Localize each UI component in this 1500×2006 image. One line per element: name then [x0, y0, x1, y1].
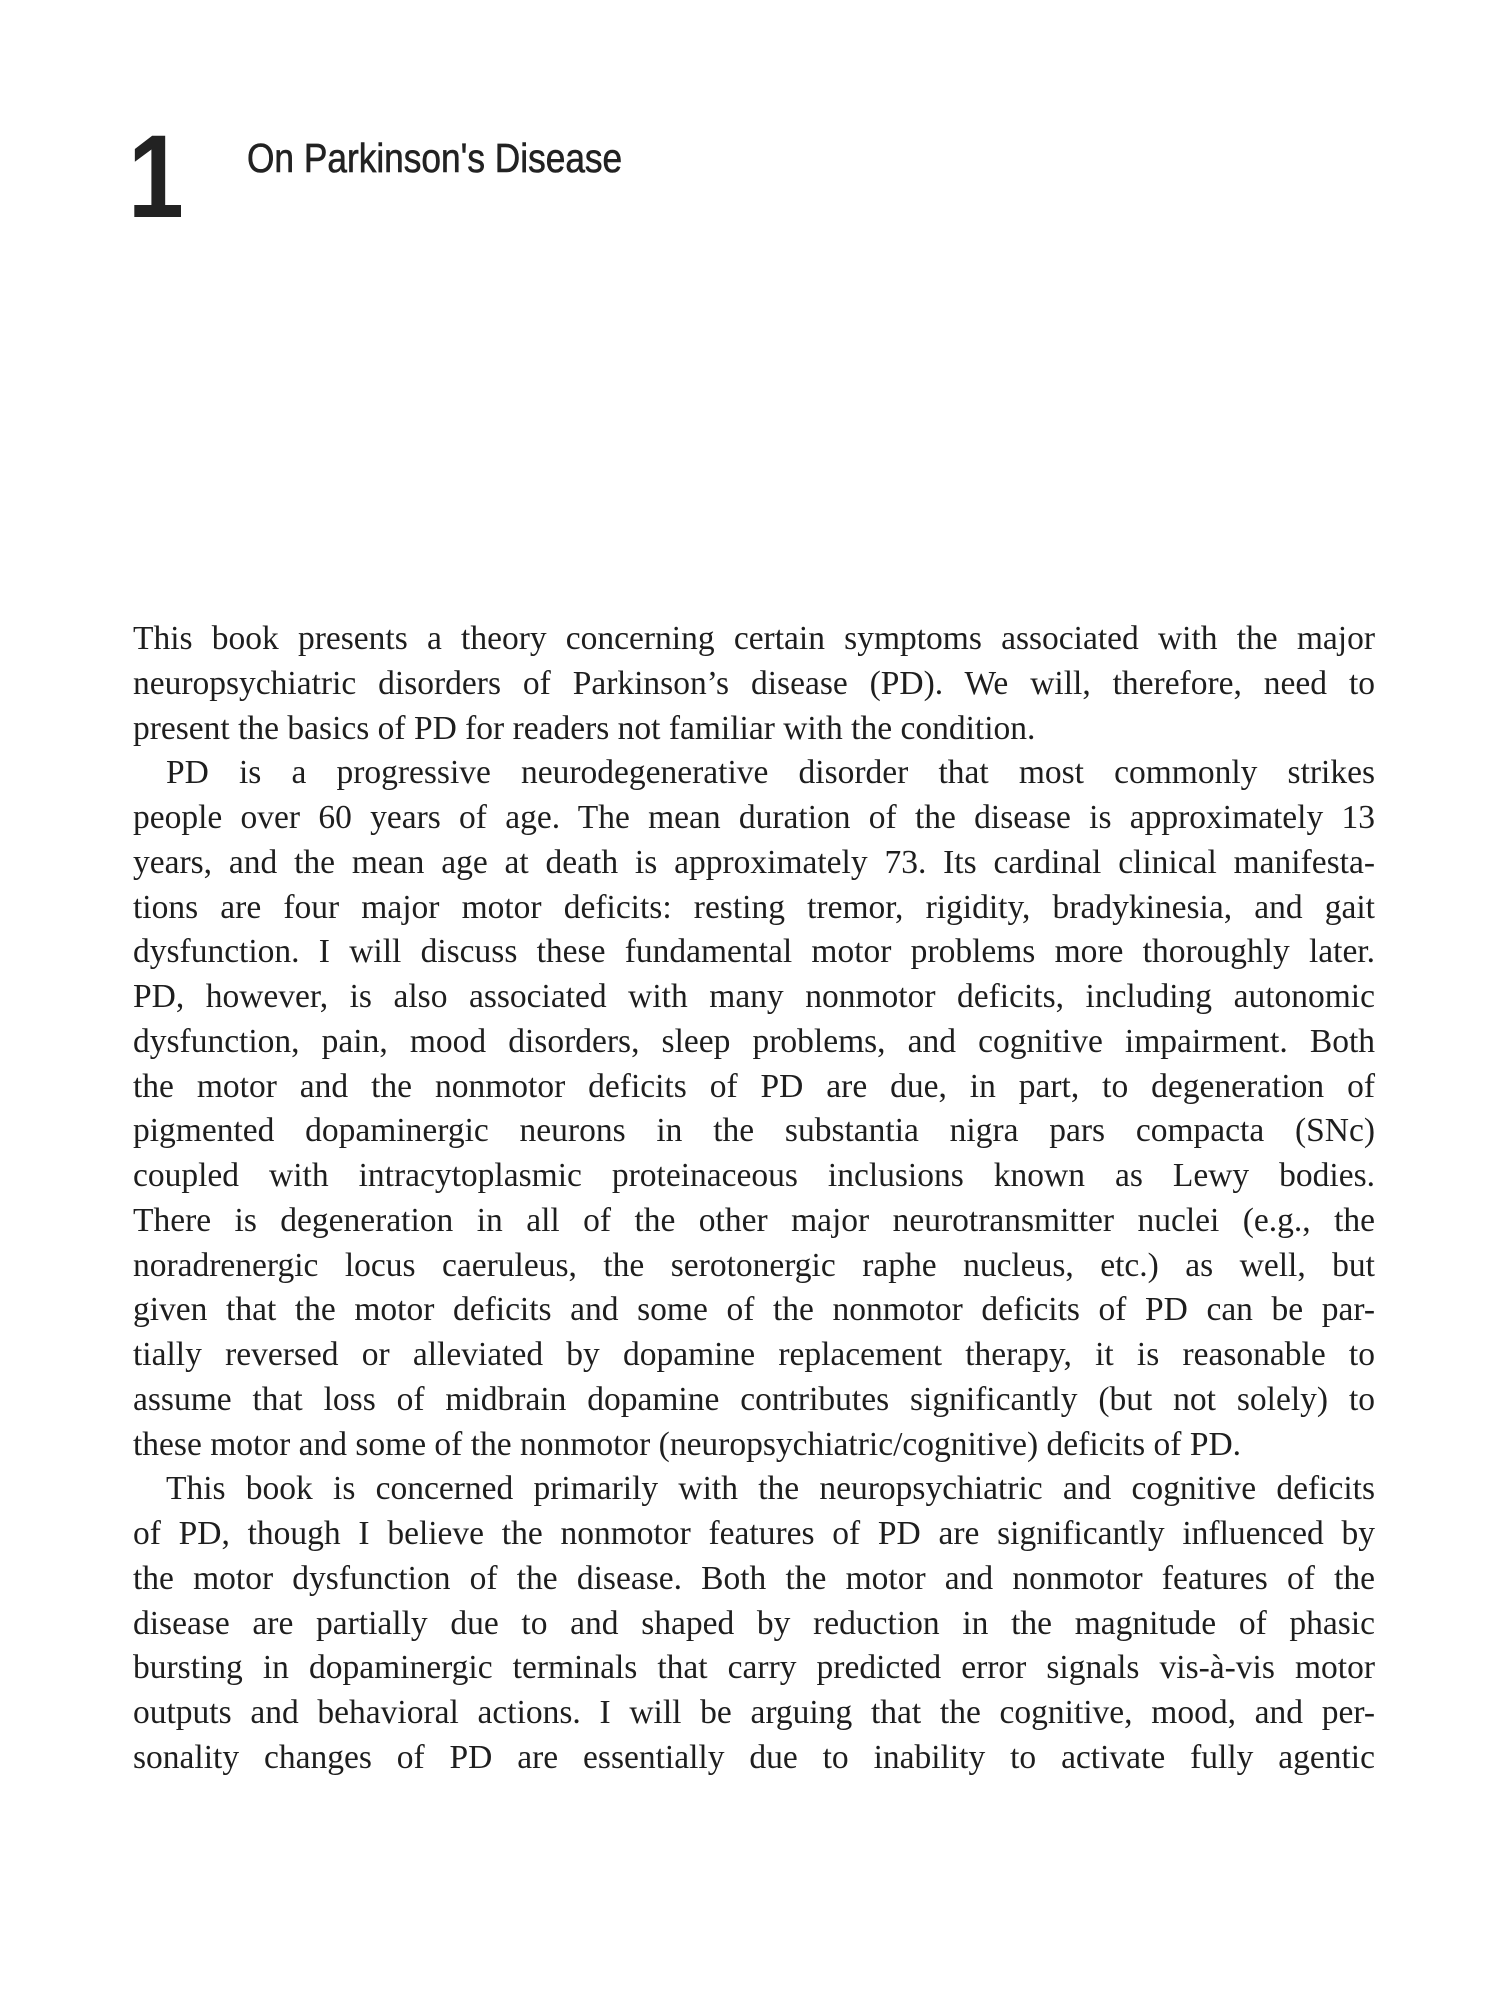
text-line: This book presents a theory concerning certain symptoms associated with the major: [133, 620, 1375, 657]
text-line: dysfunction, pain, mood disorders, sleep problems, and cognitive impairment. Both: [133, 1022, 1375, 1060]
chapter-number: 1: [128, 111, 184, 243]
text-line: assume that loss of midbrain dopamine contributes significantly (but not solely) to: [133, 1380, 1375, 1418]
text-line: dysfunction. I will discuss these fundamental motor problems more thoroughly later.: [133, 933, 1375, 971]
paragraph: [133, 751, 1375, 1467]
text-line: coupled with intracytoplasmic proteinaceous inclusions known as Lewy bodies.: [133, 1157, 1375, 1194]
text-line: tions are four major motor deficits: resting tremor, rigidity, bradykinesia, and gait: [133, 888, 1375, 926]
text-line: bursting in dopaminergic terminals that carry predicted error signals vis-à-vis motor: [133, 1649, 1375, 1687]
text-line: of PD, though I believe the nonmotor features of PD are significantly influenced by: [133, 1515, 1375, 1552]
paragraph: [133, 1467, 1375, 1780]
body-text: [133, 617, 1375, 1781]
text-line: sonality changes of PD are essentially due to inability to activate fully agentic: [133, 1738, 1375, 1776]
text-line: This book is concerned primarily with the neuropsychiatric and cognitive deficits: [166, 1470, 1375, 1508]
text-line: pigmented dopaminergic neurons in the substantia nigra pars compacta (SNc): [133, 1112, 1375, 1150]
text-line: noradrenergic locus caeruleus, the serotonergic raphe nucleus, etc.) as well, but: [133, 1246, 1375, 1284]
text-line: the motor dysfunction of the disease. Both the motor and nonmotor features of the: [133, 1559, 1375, 1597]
text-line: PD, however, is also associated with many nonmotor deficits, including autonomic: [133, 978, 1375, 1015]
paragraph: [133, 617, 1375, 751]
text-line: people over 60 years of age. The mean duration of the disease is approximately 13: [133, 799, 1375, 836]
text-line: the motor and the nonmotor deficits of PD are due, in part, to degeneration of: [133, 1067, 1375, 1105]
text-line: outputs and behavioral actions. I will be arguing that the cognitive, mood, and per-: [133, 1694, 1375, 1731]
text-line: PD is a progressive neurodegenerative disorder that most commonly strikes: [166, 754, 1375, 792]
text-line: neuropsychiatric disorders of Parkinson’s disease (PD). We will, therefore, need to: [133, 664, 1375, 702]
text-line: There is degeneration in all of the other major neurotransmitter nuclei (e.g., the: [133, 1201, 1375, 1239]
chapter-title: On Parkinson's Disease: [247, 135, 623, 181]
text-line: present the basics of PD for readers not familiar with the condition.: [133, 709, 1036, 747]
text-line: tially reversed or alleviated by dopamine replacement therapy, it is reasonable to: [133, 1336, 1375, 1373]
text-line: these motor and some of the nonmotor (neuropsychiatric/cognitive) deficits of PD.: [133, 1425, 1242, 1463]
text-line: given that the motor deficits and some of the nonmotor deficits of PD can be par-: [133, 1291, 1375, 1329]
text-line: years, and the mean age at death is approximately 73. Its cardinal clinical manifesta-: [133, 843, 1375, 881]
text-line: disease are partially due to and shaped by reduction in the magnitude of phasic: [133, 1604, 1375, 1642]
